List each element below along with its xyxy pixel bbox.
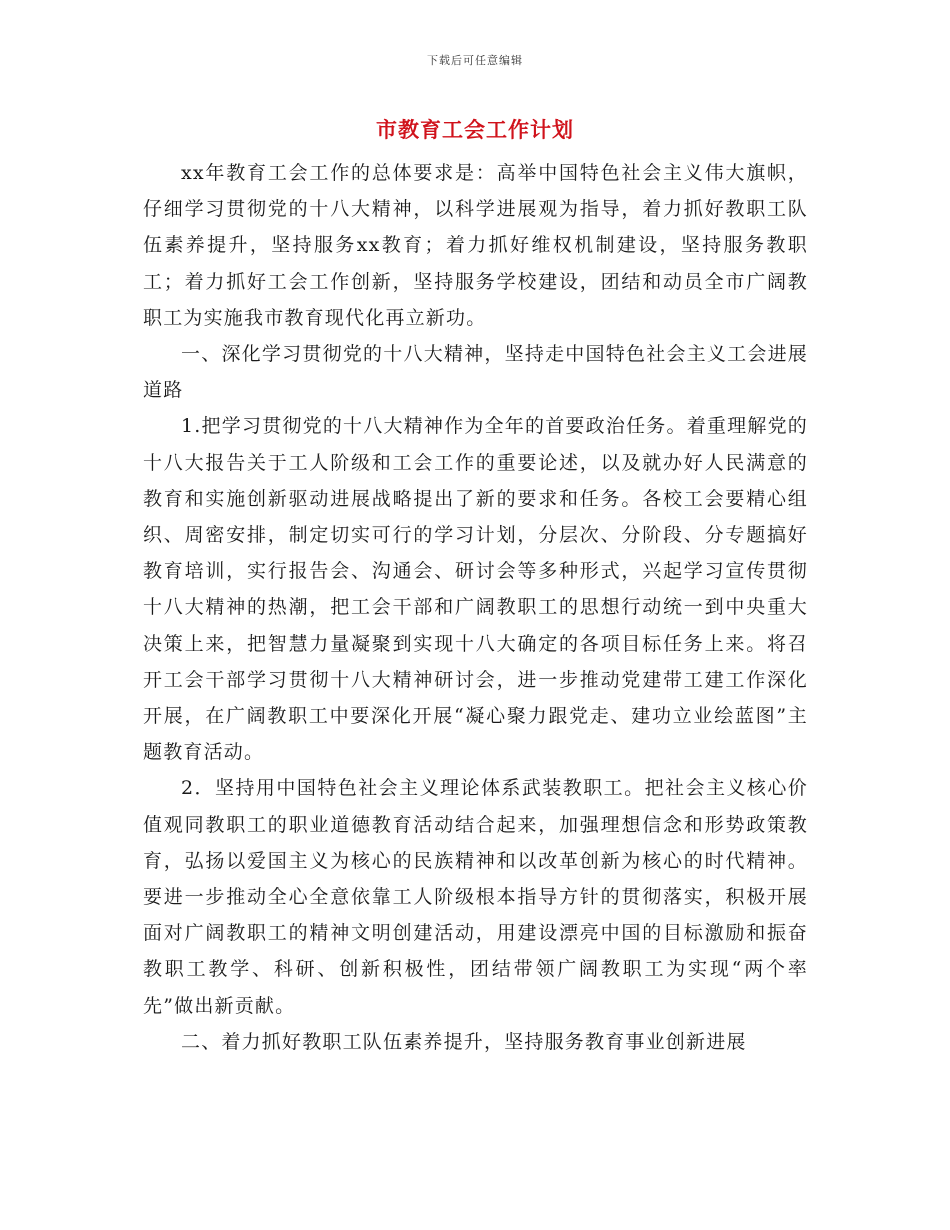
paragraph-item-1: 1.把学习贯彻党的十八大精神作为全年的首要政治任务。着重理解党的十八大报告关于工人阶级和工会工作的重要论述，以及就办好人民满意的教育和实施创新驱动进展战略提出了新的要求和任务。各校工会要精心组织、周密安排，制定切实可行的学习计划，分层次、分阶段、分专题搞好教育培训，实行报告会、沟通会、研讨会等多种形式，兴起学习宣传贯彻十八大精神的热潮，把工会干部和广阔教职工的思想行动统一到中央重大决策上来，把智慧力量凝聚到实现十八大确定的各项目标任务上来。将召开工会干部学习贯彻十八大精神研讨会，进一步推动党建带工建工作深化开展，在广阔教职工中要深化开展“凝心聚力跟党走、建功立业绘蓝图”主题教育活动。	[143, 415, 808, 764]
document-title: 市教育工会工作计划	[376, 117, 574, 142]
section-heading-2: 二、着力抓好教职工队伍素养提升，坚持服务教育事业创新进展	[181, 1030, 747, 1053]
paragraph-general-requirements: xx年教育工会工作的总体要求是：高举中国特色社会主义伟大旗帜，仔细学习贯彻党的十八大精神，以科学进展观为指导，着力抓好教职工队伍素养提升，坚持服务xx教育；着力抓好维权机制建设，坚持服务教职工；着力抓好工会工作创新，坚持服务学校建设，团结和动员全市广阔教职工为实施我市教育现代化再立新功。	[143, 162, 808, 329]
paragraph-item-2: 2．坚持用中国特色社会主义理论体系武装教职工。把社会主义核心价值观同教职工的职业道德教育活动结合起来，加强理想信念和形势政策教育，弘扬以爱国主义为核心的民族精神和以改革创新为核心的时代精神。要进一步推动全心全意依靠工人阶级根本指导方针的贯彻落实，积极开展面对广阔教职工的精神文明创建活动，用建设漂亮中国的目标激励和振奋教职工教学、科研、创新积极性，团结带领广阔教职工为实现“两个率先”做出新贡献。	[143, 777, 808, 1017]
header-note: 下载后可任意编辑	[427, 54, 523, 67]
section-heading-1: 一、深化学习贯彻党的十八大精神，坚持走中国特色社会主义工会进展道路	[143, 343, 808, 402]
document-body	[143, 155, 808, 1060]
